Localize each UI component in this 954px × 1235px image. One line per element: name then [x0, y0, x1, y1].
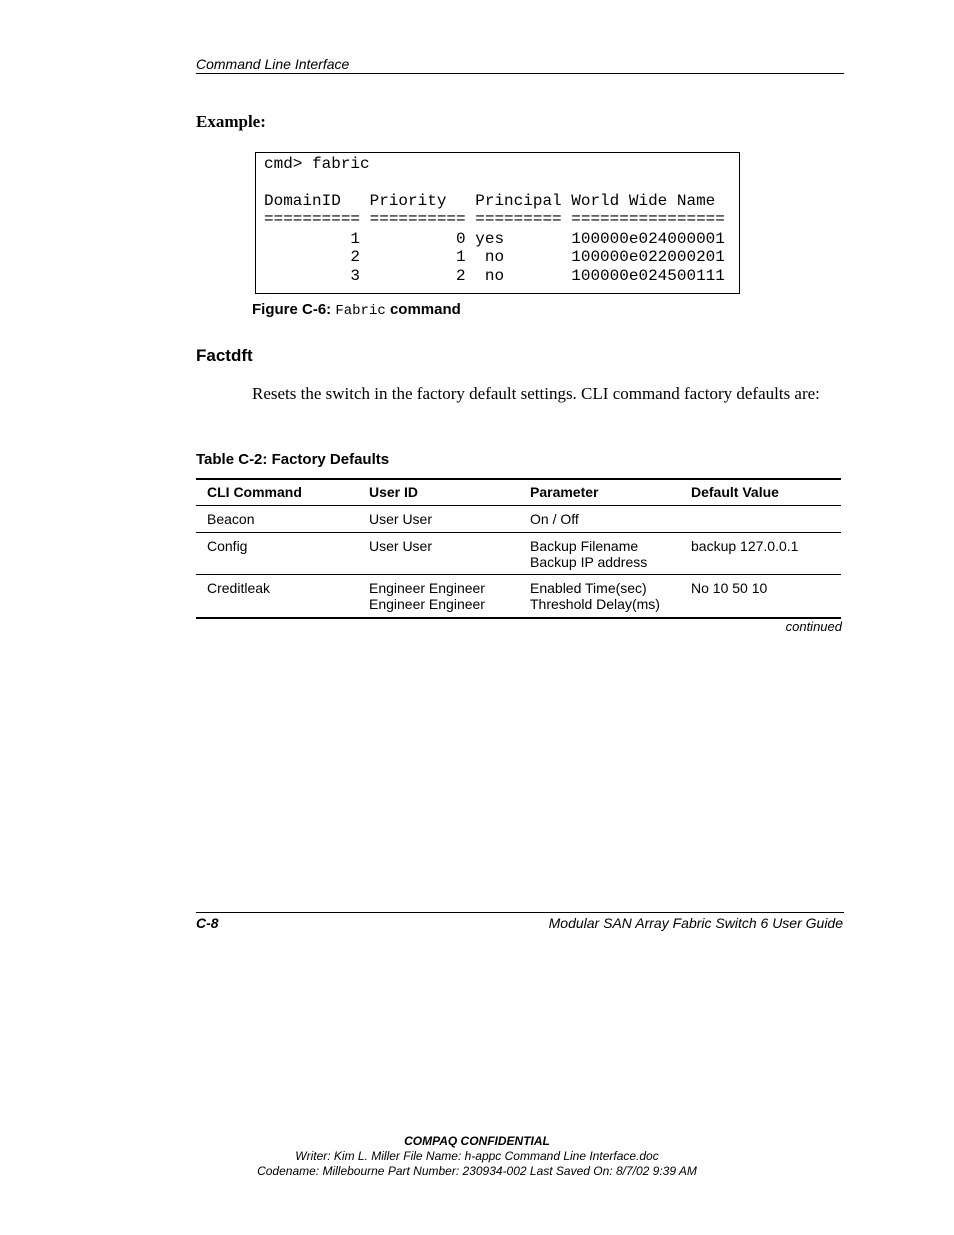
table-row-rule	[196, 532, 841, 533]
table-cell: Config	[207, 538, 248, 554]
table-header-cell: Default Value	[691, 484, 779, 500]
table-bottom-rule	[196, 617, 841, 619]
table-cell: User User	[369, 511, 433, 527]
figure-caption-command: Fabric	[335, 303, 386, 319]
figure-caption	[252, 301, 461, 319]
terminal-line: cmd> fabric	[264, 155, 370, 173]
table-top-rule	[196, 478, 841, 480]
table-cell: Enabled Time(sec)	[530, 580, 647, 596]
figure-caption-prefix: Figure C-6:	[252, 301, 332, 318]
table-cell: On / Off	[530, 511, 579, 527]
table-cell: Backup Filename	[530, 538, 639, 554]
page-number: C-8	[196, 915, 219, 931]
table-cell: Beacon	[207, 511, 255, 527]
terminal-line: ========== ========== ========= ================	[264, 210, 725, 228]
footer-rule	[196, 912, 844, 913]
terminal-line: 2 1 no 100000e022000201	[264, 248, 725, 266]
header-rule	[196, 73, 844, 74]
table-header-cell: CLI Command	[207, 484, 302, 500]
table-cell: Engineer Engineer	[369, 596, 485, 612]
table-header-cell: Parameter	[530, 484, 599, 500]
continued-label: continued	[785, 619, 842, 634]
table-cell: Engineer Engineer	[369, 580, 485, 596]
table-row-rule	[196, 505, 841, 506]
body-paragraph: Resets the switch in the factory default settings. CLI command factory defaults are:	[252, 384, 820, 403]
table-cell: Threshold Delay(ms)	[530, 596, 660, 612]
terminal-figure	[255, 152, 740, 294]
terminal-line: 1 0 yes 100000e024000001	[264, 230, 725, 248]
table-cell: User User	[369, 538, 433, 554]
table-caption: Table C-2: Factory Defaults	[196, 451, 390, 468]
confidential-line: Writer: Kim L. Miller File Name: h-appc Command Line Interface.doc	[295, 1149, 659, 1163]
table-cell: No 10 50 10	[691, 580, 768, 596]
table-header-cell: User ID	[369, 484, 419, 500]
terminal-line: 3 2 no 100000e024500111	[264, 267, 725, 285]
example-label: Example:	[196, 112, 266, 131]
figure-caption-suffix: command	[389, 301, 461, 318]
table-cell: backup 127.0.0.1	[691, 538, 799, 554]
confidential-title: COMPAQ CONFIDENTIAL	[404, 1134, 550, 1148]
terminal-line: DomainID Priority Principal World Wide Name	[264, 192, 716, 210]
table-cell: Creditleak	[207, 580, 271, 596]
confidential-line: Codename: Millebourne Part Number: 230934-002 Last Saved On: 8/7/02 9:39 AM	[257, 1164, 697, 1178]
section-heading: Factdft	[196, 346, 253, 365]
running-header: Command Line Interface	[196, 56, 350, 72]
table-cell: Backup IP address	[530, 554, 648, 570]
table-row-rule	[196, 574, 841, 575]
guide-title: Modular SAN Array Fabric Switch 6 User Guide	[548, 915, 843, 931]
